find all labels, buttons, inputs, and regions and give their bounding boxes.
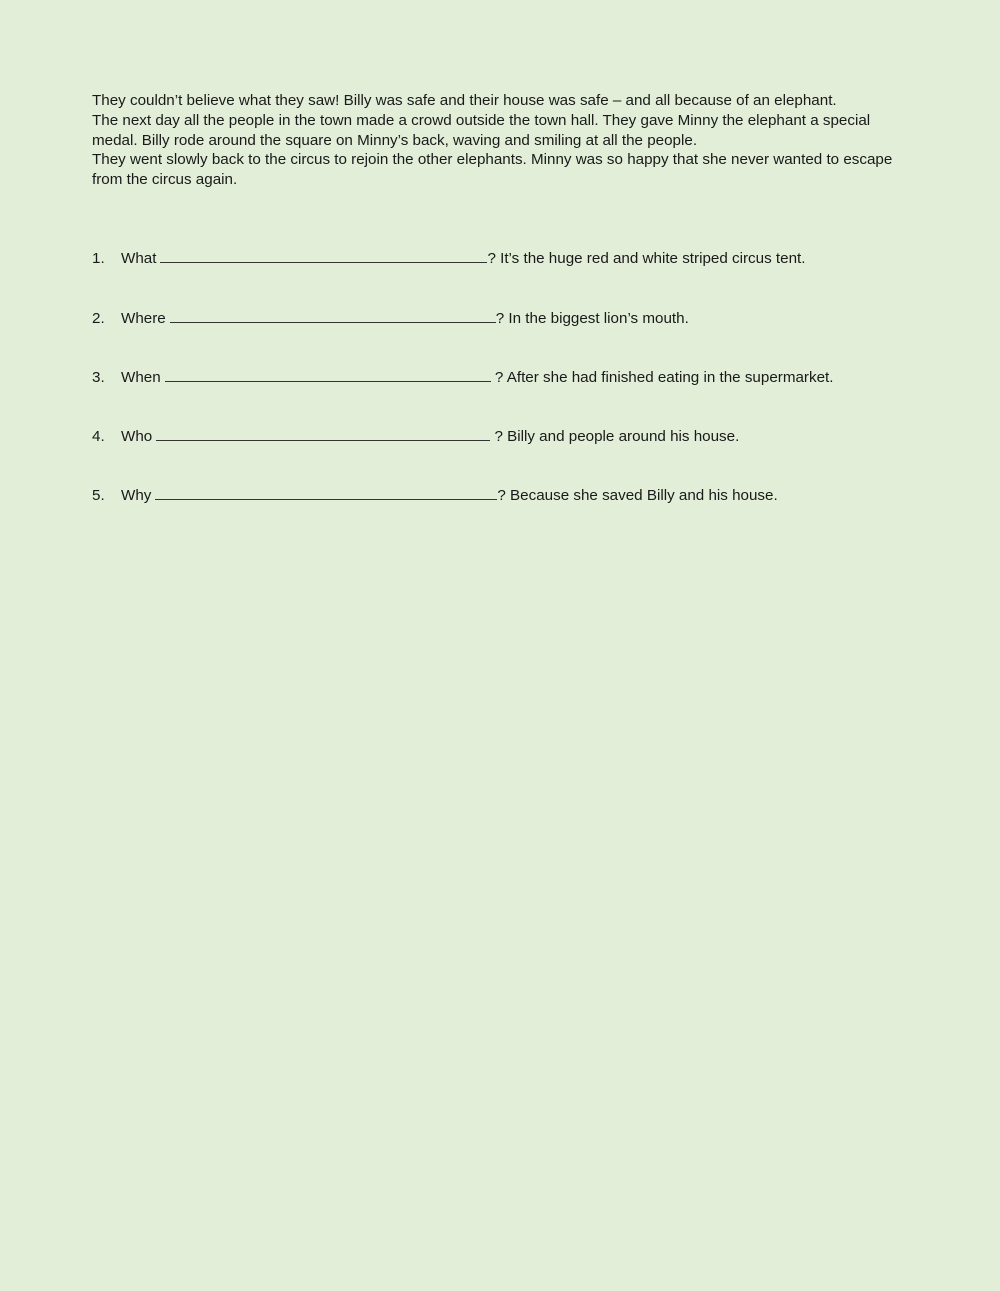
story-paragraph-3: They went slowly back to the circus to rejoin the other elephants. Minny was so happy that she never wanted to escape from the circus again. bbox=[92, 151, 893, 189]
question-answer: ? After she had finished eating in the supermarket. bbox=[490, 369, 834, 386]
answer-blank[interactable] bbox=[170, 309, 496, 323]
question-item-3 bbox=[92, 368, 833, 388]
answer-blank[interactable] bbox=[156, 427, 490, 441]
answer-blank[interactable] bbox=[160, 249, 487, 263]
question-item-4 bbox=[92, 427, 739, 447]
answer-blank[interactable] bbox=[155, 486, 497, 500]
question-item-1 bbox=[92, 249, 805, 269]
question-item-2 bbox=[92, 309, 689, 329]
question-item-5 bbox=[92, 486, 778, 506]
answer-blank[interactable] bbox=[165, 368, 491, 382]
question-answer: ? Billy and people around his house. bbox=[490, 428, 740, 445]
story-text bbox=[92, 91, 906, 190]
question-answer: ? In the biggest lion’s mouth. bbox=[495, 310, 689, 327]
question-number: 1. bbox=[92, 250, 105, 267]
question-answer: ? It’s the huge red and white striped circus tent. bbox=[487, 250, 806, 267]
story-paragraph-1: They couldn’t believe what they saw! Billy was safe and their house was safe – and all because of an elephant. bbox=[92, 92, 837, 109]
question-word: When bbox=[121, 369, 161, 386]
question-number: 3. bbox=[92, 369, 105, 386]
question-word: What bbox=[121, 250, 157, 267]
question-word: Where bbox=[121, 310, 166, 327]
story-paragraph-2: The next day all the people in the town made a crowd outside the town hall. They gave Minny the elephant a special medal. Billy rode around the square on Minny’s back, waving and smiling at all the people. bbox=[92, 111, 871, 149]
question-answer: ? Because she saved Billy and his house. bbox=[497, 487, 778, 504]
question-word: Why bbox=[121, 487, 152, 504]
question-number: 2. bbox=[92, 310, 105, 327]
question-number: 4. bbox=[92, 428, 105, 445]
question-word: Who bbox=[121, 428, 153, 445]
question-number: 5. bbox=[92, 487, 105, 504]
